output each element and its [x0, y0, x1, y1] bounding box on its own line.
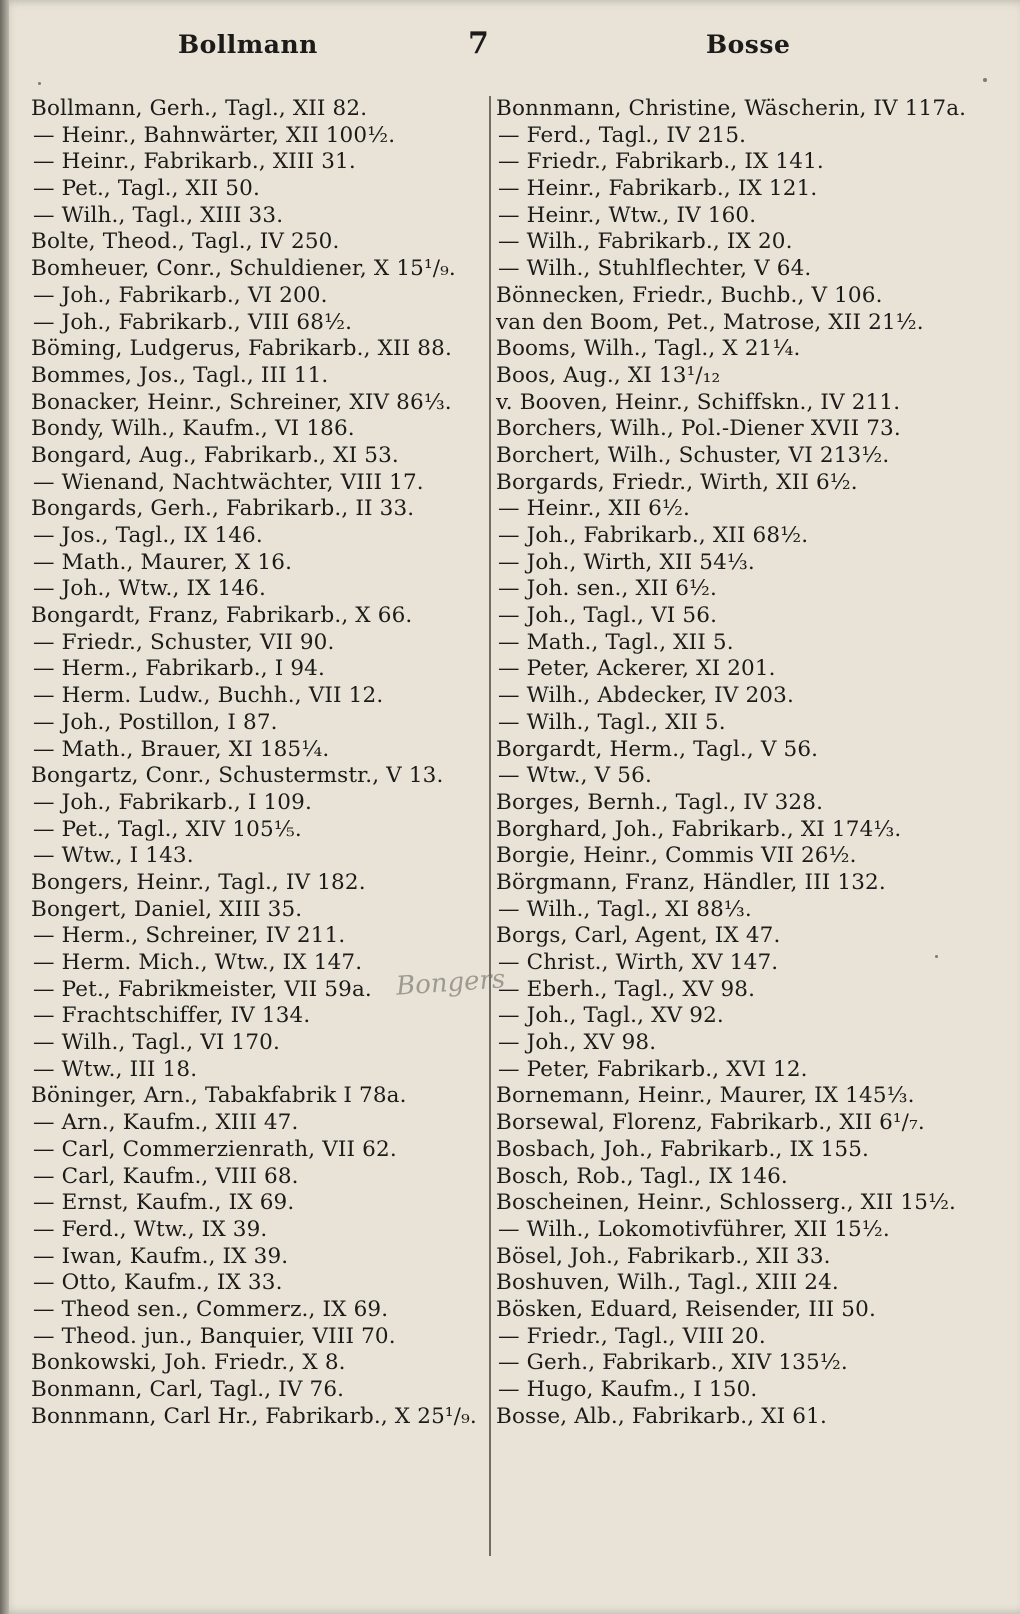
directory-entry: Bongert, Daniel, XIII 35. [31, 896, 303, 922]
directory-entry: Bösel, Joh., Fabrikarb., XII 33. [496, 1243, 831, 1269]
directory-entry: — Eberh., Tagl., XV 98. [498, 976, 756, 1002]
directory-entry: — Otto, Kaufm., IX 33. [33, 1270, 283, 1296]
directory-entry: Bommes, Jos., Tagl., III 11. [31, 362, 329, 388]
directory-entry: — Wtw., I 143. [33, 843, 194, 869]
directory-entry: — Ferd., Tagl., IV 215. [498, 122, 747, 148]
directory-entry: Boshuven, Wilh., Tagl., XIII 24. [496, 1270, 839, 1296]
directory-entry: Bonmann, Carl, Tagl., IV 76. [31, 1377, 345, 1402]
directory-entry: Borchert, Wilh., Schuster, VI 213½. [496, 442, 890, 468]
directory-entry: — Heinr., Fabrikarb., XIII 31. [33, 149, 356, 175]
directory-entry: Borgardt, Herm., Tagl., V 56. [496, 736, 819, 762]
directory-entry: — Wilh., Tagl., XIII 33. [33, 202, 284, 228]
directory-entry: — Herm., Fabrikarb., I 94. [33, 656, 325, 682]
paper-speck [983, 78, 987, 82]
directory-entry: Bonkowski, Joh. Friedr., X 8. [31, 1350, 346, 1376]
directory-entry: Böming, Ludgerus, Fabrikarb., XII 88. [31, 336, 452, 362]
directory-entry: — Wilh., Tagl., VI 170. [33, 1030, 280, 1056]
directory-entry: Bongers, Heinr., Tagl., IV 182. [31, 869, 366, 895]
directory-entry: Borsewal, Florenz, Fabrikarb., XII 6¹/₇. [496, 1110, 925, 1136]
directory-entry: Boos, Aug., XI 13¹/₁₂ [496, 362, 721, 388]
directory-entry: Borchers, Wilh., Pol.-Diener XVII 73. [496, 416, 901, 442]
directory-entry: — Wilh., Lokomotivführer, XII 15½. [498, 1216, 890, 1242]
directory-entry: — Math., Tagl., XII 5. [498, 629, 734, 655]
directory-entry: Bongardt, Franz, Fabrikarb., X 66. [31, 603, 413, 629]
directory-entry: — Carl, Commerzienrath, VII 62. [33, 1136, 397, 1162]
directory-entry: — Peter, Ackerer, XI 201. [498, 656, 776, 682]
directory-entry: Bolte, Theod., Tagl., IV 250. [31, 229, 340, 255]
directory-entry: — Heinr., Bahnwärter, XII 100½. [33, 122, 396, 148]
page-header [0, 26, 1020, 70]
directory-entry: Borghard, Joh., Fabrikarb., XI 174⅓. [496, 816, 902, 842]
directory-entry: — Gerh., Fabrikarb., XIV 135½. [498, 1350, 848, 1376]
directory-entry: — Herm. Ludw., Buchh., VII 12. [33, 683, 384, 709]
directory-entry: — Wilh., Abdecker, IV 203. [498, 683, 794, 709]
column-divider [489, 96, 491, 1556]
directory-entry: — Joh., Wtw., IX 146. [33, 576, 266, 602]
pencil-annotation: Bongers [395, 964, 507, 1002]
directory-entry: v. Booven, Heinr., Schiffskn., IV 211. [496, 389, 901, 415]
directory-entry: — Carl, Kaufm., VIII 68. [33, 1163, 299, 1189]
directory-entry: — Heinr., Wtw., IV 160. [498, 202, 757, 228]
directory-entry: — Joh., Fabrikarb., XII 68½. [498, 523, 809, 548]
directory-entry: — Joh., Fabrikarb., VI 200. [33, 282, 328, 308]
directory-entry: — Math., Brauer, XI 185¼. [33, 736, 330, 762]
binding-shadow [0, 0, 9, 1614]
directory-entry: Borgards, Friedr., Wirth, XII 6½. [496, 469, 858, 495]
directory-entry: — Joh., Postillon, I 87. [33, 709, 278, 735]
directory-entry: — Wilh., Stuhlflechter, V 64. [498, 256, 812, 282]
directory-entry: — Joh., Tagl., XV 92. [498, 1003, 724, 1029]
directory-entry: Boscheinen, Heinr., Schlosserg., XII 15½. [496, 1190, 957, 1216]
directory-entry: Bongartz, Conr., Schustermstr., V 13. [31, 763, 444, 789]
directory-entry: Bongards, Gerh., Fabrikarb., II 33. [31, 496, 415, 522]
directory-entry: Borgs, Carl, Agent, IX 47. [496, 923, 781, 949]
directory-entry: — Joh., Fabrikarb., VIII 68½. [33, 309, 353, 335]
directory-entry: Bonnmann, Christine, Wäscherin, IV 117a. [496, 96, 967, 121]
directory-entry: — Ernst, Kaufm., IX 69. [33, 1190, 295, 1216]
directory-entry: Bönnecken, Friedr., Buchb., V 106. [496, 282, 883, 308]
directory-entry: — Ferd., Wtw., IX 39. [33, 1216, 268, 1242]
directory-entry: Börgmann, Franz, Händler, III 132. [496, 869, 886, 895]
header-first-entry: Bollmann [178, 30, 318, 59]
directory-entry: — Christ., Wirth, XV 147. [498, 950, 779, 975]
directory-entry: — Joh., Tagl., VI 56. [498, 603, 718, 629]
right-column [496, 96, 966, 1430]
page-number: 7 [468, 26, 490, 61]
directory-entry: — Joh., Wirth, XII 54⅓. [498, 549, 755, 575]
directory-entry: Bösken, Eduard, Reisender, III 50. [496, 1296, 876, 1322]
directory-entry: — Theod sen., Commerz., IX 69. [33, 1296, 389, 1322]
directory-entry: — Joh., XV 98. [498, 1030, 657, 1056]
directory-entry: Bondy, Wilh., Kaufm., VI 186. [31, 416, 355, 442]
directory-entry: Bosbach, Joh., Fabrikarb., IX 155. [496, 1136, 870, 1162]
directory-entry: — Pet., Tagl., XIV 105⅕. [33, 816, 302, 842]
directory-entry: Bonnmann, Carl Hr., Fabrikarb., X 25¹/₉. [31, 1403, 477, 1429]
directory-entry: — Jos., Tagl., IX 146. [33, 523, 263, 548]
directory-entry: — Heinr., Fabrikarb., IX 121. [498, 176, 818, 202]
directory-entry: Borgie, Heinr., Commis VII 26½. [496, 843, 857, 869]
directory-entry: — Wtw., III 18. [33, 1056, 198, 1082]
directory-entry: van den Boom, Pet., Matrose, XII 21½. [496, 309, 924, 335]
directory-entry: Bosch, Rob., Tagl., IX 146. [496, 1163, 788, 1189]
directory-entry: — Herm. Mich., Wtw., IX 147. [33, 950, 363, 975]
directory-entry: — Friedr., Schuster, VII 90. [33, 629, 335, 655]
directory-entry: Borges, Bernh., Tagl., IV 328. [496, 789, 824, 815]
directory-entry: — Heinr., XII 6½. [498, 496, 690, 522]
directory-entry: — Wienand, Nachtwächter, VIII 17. [33, 469, 424, 495]
directory-entry: Böninger, Arn., Tabakfabrik I 78a. [31, 1083, 407, 1109]
directory-entry: — Frachtschiffer, IV 134. [33, 1003, 311, 1029]
directory-entry: Bosse, Alb., Fabrikarb., XI 61. [496, 1403, 827, 1429]
directory-entry: — Herm., Schreiner, IV 211. [33, 923, 346, 949]
directory-entry: — Peter, Fabrikarb., XVI 12. [498, 1056, 808, 1082]
left-column [31, 96, 486, 1430]
directory-entry: Bonacker, Heinr., Schreiner, XIV 86⅓. [31, 389, 452, 415]
directory-entry: — Friedr., Tagl., VIII 20. [498, 1323, 766, 1349]
directory-entry: Bomheuer, Conr., Schuldiener, X 15¹/₉. [31, 256, 456, 282]
directory-entry: — Theod. jun., Banquier, VIII 70. [33, 1323, 396, 1349]
directory-entry: — Joh., Fabrikarb., I 109. [33, 789, 312, 815]
directory-entry: — Hugo, Kaufm., I 150. [498, 1377, 758, 1402]
directory-entry: — Wtw., V 56. [498, 763, 652, 789]
directory-entry: Booms, Wilh., Tagl., X 21¼. [496, 336, 801, 362]
directory-entry: — Pet., Tagl., XII 50. [33, 176, 260, 202]
paper-speck [935, 955, 938, 958]
paper-speck [38, 82, 41, 85]
directory-entry: — Wilh., Fabrikarb., IX 20. [498, 229, 793, 255]
directory-entry: — Arn., Kaufm., XIII 47. [33, 1110, 299, 1136]
directory-entry: — Wilh., Tagl., XII 5. [498, 709, 726, 735]
directory-entry: — Friedr., Fabrikarb., IX 141. [498, 149, 824, 175]
directory-entry: Bongard, Aug., Fabrikarb., XI 53. [31, 442, 399, 468]
directory-entry: — Pet., Fabrikmeister, VII 59a. [33, 976, 372, 1002]
directory-entry: — Joh. sen., XII 6½. [498, 576, 717, 602]
directory-entry: — Iwan, Kaufm., IX 39. [33, 1243, 289, 1269]
directory-entry: Bornemann, Heinr., Maurer, IX 145⅓. [496, 1083, 915, 1109]
header-last-entry: Bosse [706, 30, 791, 59]
directory-entry: — Wilh., Tagl., XI 88⅓. [498, 896, 752, 922]
directory-entry: Bollmann, Gerh., Tagl., XII 82. [31, 96, 368, 121]
directory-entry: — Math., Maurer, X 16. [33, 549, 293, 575]
